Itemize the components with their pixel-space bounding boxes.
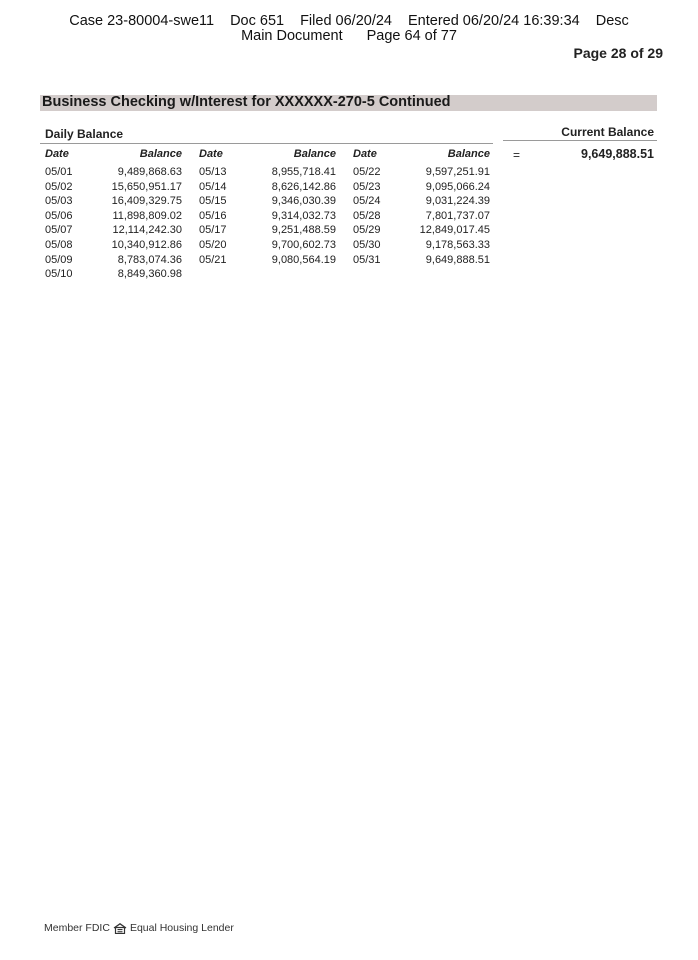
balance-date: 05/22 (353, 166, 381, 178)
balance-date: 05/29 (353, 224, 381, 237)
balance-column-header: Balance (293, 148, 336, 160)
balance-date: 05/16 (199, 209, 227, 222)
balance-date: 05/15 (199, 195, 227, 208)
equals-sign: = (513, 148, 521, 162)
entered-date: Entered 06/20/24 16:39:34 (407, 13, 580, 29)
balance-amount: 11,898,809.02 (112, 209, 182, 222)
court-filing-header (0, 14, 698, 44)
balance-amount: 9,178,563.33 (425, 239, 490, 251)
balance-date: 05/09 (45, 253, 73, 266)
main-document-label: Main Document (241, 28, 343, 44)
balance-amount: 10,340,912.86 (111, 239, 182, 251)
balance-amount: 15,650,951.17 (111, 180, 182, 193)
balance-amount: 9,700,602.73 (271, 239, 336, 251)
balance-amount: 9,095,066.24 (425, 180, 490, 193)
balance-amount: 9,346,030.39 (271, 195, 336, 208)
balance-date: 05/08 (45, 239, 73, 251)
balance-date: 05/07 (45, 224, 73, 237)
balance-amount: 8,783,074.36 (117, 253, 182, 266)
member-fdic-text: Member FDIC (44, 922, 110, 934)
date-column-header: Date (199, 148, 223, 160)
balance-amount: 7,801,737.07 (425, 209, 490, 222)
balance-date: 05/02 (45, 180, 73, 193)
section-title: Business Checking w/Interest for XXXXXX-270-5 Continued (42, 94, 451, 110)
daily-balance-title: Daily Balance (45, 127, 124, 141)
balance-amount: 12,114,242.30 (112, 224, 182, 237)
equal-housing-icon (113, 923, 127, 934)
balance-amount: 9,251,488.59 (271, 224, 336, 237)
balance-amount: 9,031,224.39 (425, 195, 490, 208)
section-header-bar (40, 95, 657, 111)
balance-date: 05/30 (353, 239, 381, 251)
date-column-header: Date (353, 148, 377, 160)
balance-column-header: Balance (447, 148, 490, 160)
current-balance-rule (503, 140, 657, 141)
current-balance-title: Current Balance (561, 125, 654, 139)
balance-date: 05/06 (45, 209, 73, 222)
balance-date: 05/03 (45, 195, 73, 208)
date-column-header: Date (45, 148, 69, 160)
balance-date: 05/10 (45, 268, 73, 281)
balance-amount: 9,080,564.19 (271, 253, 336, 266)
balance-date: 05/31 (353, 253, 381, 266)
desc-label: Desc (595, 13, 629, 29)
balance-amount: 9,489,868.63 (117, 166, 182, 178)
balance-date: 05/28 (353, 209, 381, 222)
balance-date: 05/14 (199, 180, 227, 193)
doc-number: Doc 651 (230, 13, 285, 29)
balance-amount: 16,409,329.75 (111, 195, 182, 208)
case-number: Case 23-80004-swe11 (69, 13, 215, 29)
balance-amount: 8,849,360.98 (117, 268, 182, 281)
balance-date: 05/24 (353, 195, 381, 208)
current-balance-value: 9,649,888.51 (581, 147, 654, 161)
balance-amount: 9,314,032.73 (271, 209, 336, 222)
balance-date: 05/01 (45, 166, 73, 178)
filing-page-number: Page 64 of 77 (366, 28, 457, 44)
daily-balance-rule (40, 143, 493, 144)
balance-date: 05/17 (199, 224, 227, 237)
balance-date: 05/13 (199, 166, 227, 178)
balance-amount: 12,849,017.45 (419, 224, 490, 237)
balance-amount: 9,597,251.91 (425, 166, 490, 178)
balance-amount: 8,626,142.86 (271, 180, 336, 193)
statement-page-number: Page 28 of 29 (573, 45, 663, 61)
balance-date: 05/23 (353, 180, 381, 193)
balance-column-header: Balance (139, 148, 182, 160)
court-header-line-1 (0, 14, 698, 29)
footer (44, 922, 234, 934)
balance-date: 05/21 (199, 253, 227, 266)
balance-date: 05/20 (199, 239, 227, 251)
filed-date: Filed 06/20/24 (300, 13, 392, 29)
court-header-line-2 (0, 29, 698, 44)
balance-amount: 8,955,718.41 (271, 166, 336, 178)
balance-amount: 9,649,888.51 (425, 253, 490, 266)
equal-housing-text: Equal Housing Lender (129, 922, 234, 934)
